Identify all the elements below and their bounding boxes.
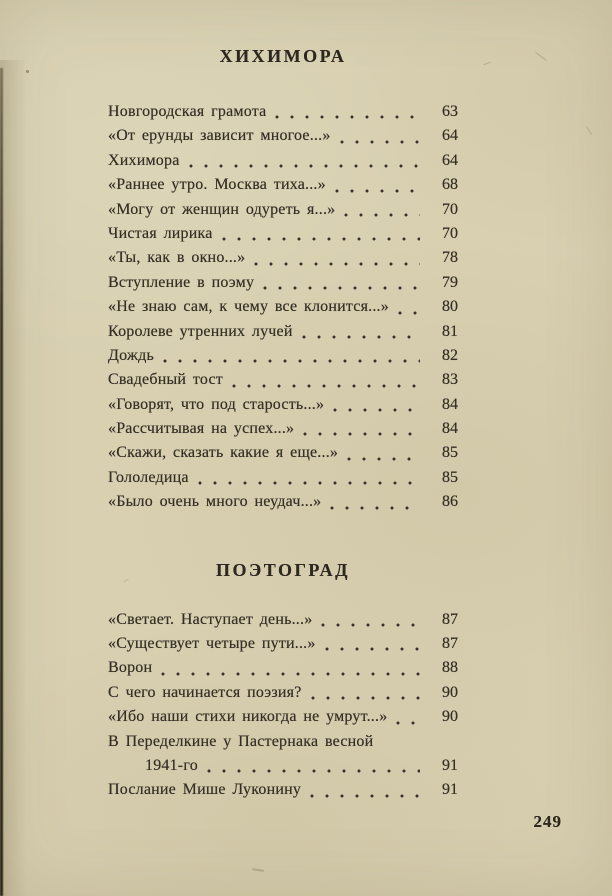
toc-row [108,344,458,368]
dot-leader [321,623,420,627]
toc-page-number: 81 [442,322,458,340]
toc-row [108,490,458,514]
toc-row [108,320,458,344]
toc-entry-label: «Могу от женщин одуреть я...» [108,200,336,218]
toc-page-number: 83 [442,371,458,389]
toc-row [108,441,458,465]
dot-leader [275,115,420,119]
toc-entry-label: «Рассчитывая на успех...» [108,420,295,438]
toc-row [108,124,458,148]
toc-row [108,417,458,441]
toc-entry-label: Новгородская грамота [108,103,267,120]
toc-entry-label: «Скажи, сказать какие я еще...» [108,444,339,462]
toc-entry-label: Ворон [108,659,153,677]
toc-page-number: 82 [442,346,458,364]
dot-leader [396,721,420,725]
dot-leader [398,311,420,315]
dot-leader [340,140,420,144]
toc-row [108,271,458,295]
toc-row [108,149,458,173]
toc-entry-label: Королеве утренних лучей [108,322,293,340]
toc-page-number: 78 [442,249,458,267]
toc-page-number: 84 [442,395,458,413]
dot-leader [302,335,420,339]
toc-page-number: 86 [442,493,458,511]
toc-row [108,632,458,656]
toc-row [108,656,458,680]
toc-entry-label: «Существует четыре пути...» [108,635,316,653]
toc-section [108,559,458,803]
dot-leader [333,408,420,412]
toc-page-number: 64 [442,127,458,145]
toc-page-number: 80 [442,298,458,316]
toc-row [108,222,458,246]
toc-entry-label: «Было очень много неудач...» [108,493,322,511]
toc-row [108,754,458,778]
toc-entry-label: «Говорят, что под старость...» [108,395,325,413]
toc-row [108,705,458,729]
toc-page-number: 87 [442,610,458,628]
toc-page-number: 70 [442,224,458,242]
dot-leader [310,794,420,798]
toc-entry-label: Хихимора [108,151,180,169]
paper-speck [535,52,547,61]
toc-page-number: 90 [442,683,458,701]
toc-sections [108,45,458,803]
dot-leader [344,213,420,217]
toc-entry-label: «Светает. Наступает день...» [108,610,313,628]
toc-row [108,368,458,392]
toc-row [108,681,458,705]
dot-leader [335,189,420,193]
dot-leader [222,237,420,241]
toc-page-number: 91 [442,781,458,799]
binding-edge-shadow [0,68,3,896]
dot-leader [325,647,420,651]
toc-entry-label: «Раннее утро. Москва тиха...» [108,176,326,194]
dot-leader [263,286,420,290]
dot-leader [232,384,420,388]
toc-entry-label: Чистая лирика [108,224,213,242]
toc-entry-label: В Переделкине у Пастернака весной [108,732,374,750]
toc-entry-label: Дождь [108,346,155,364]
toc-row [108,466,458,490]
paper-speck [586,126,593,135]
dot-leader [347,457,420,461]
section-title: ПОЭТОГРАД [215,559,350,580]
toc-entry-label: Свадебный тост [108,371,223,389]
toc-row [108,173,458,197]
toc-page-number: 88 [442,659,458,677]
toc-row [108,730,458,754]
dot-leader [330,506,420,510]
toc-entry-label: 1941-го [145,756,198,774]
toc-row [108,198,458,222]
dot-leader [161,672,420,676]
toc-entry-label: Гололедица [108,468,189,486]
toc-page-number: 91 [442,756,458,774]
toc-row [108,608,458,632]
toc-entry-label: С чего начинается поэзия? [108,683,302,701]
toc-page-number: 64 [442,151,458,169]
toc-page-number: 90 [442,708,458,726]
dot-leader [254,262,420,266]
toc-entry-label: «От ерунды зависит многое...» [108,127,331,145]
toc-row [108,100,458,124]
paper-speck [483,62,491,66]
toc-page-number: 84 [442,420,458,438]
toc-entry-label: Вступление в поэму [108,273,255,291]
toc-content [108,0,458,803]
toc-entry-label: «Не знаю сам, к чему все клонится...» [108,298,389,316]
gutter-shade [0,60,26,896]
toc-entry-label: «Ты, как в окно...» [108,249,246,267]
toc-section [108,45,458,515]
paper-speck [26,70,29,73]
toc-row [108,246,458,270]
toc-page-number: 85 [442,444,458,462]
toc-page-number: 68 [442,176,458,194]
dot-leader [303,432,420,436]
toc-entry-label: Послание Мише Луконину [108,781,302,799]
toc-row [108,295,458,319]
section-title: ХИХИМОРА [219,46,347,66]
toc-row [108,393,458,417]
toc-rows [108,100,458,515]
paper-speck [252,868,264,872]
dot-leader [189,164,420,168]
toc-page-number: 87 [442,635,458,653]
toc-page-number: 63 [442,103,458,120]
dot-leader [163,359,420,363]
toc-page-number: 79 [442,273,458,291]
dot-leader [198,481,420,485]
toc-rows [108,608,458,803]
folio-page-number: 249 [533,812,562,831]
toc-page-number: 85 [442,468,458,486]
toc-page-number: 70 [442,200,458,218]
toc-entry-label: «Ибо наши стихи никогда не умрут...» [108,708,388,726]
dot-leader [207,769,420,773]
dot-leader [311,696,421,700]
toc-row [108,778,458,802]
